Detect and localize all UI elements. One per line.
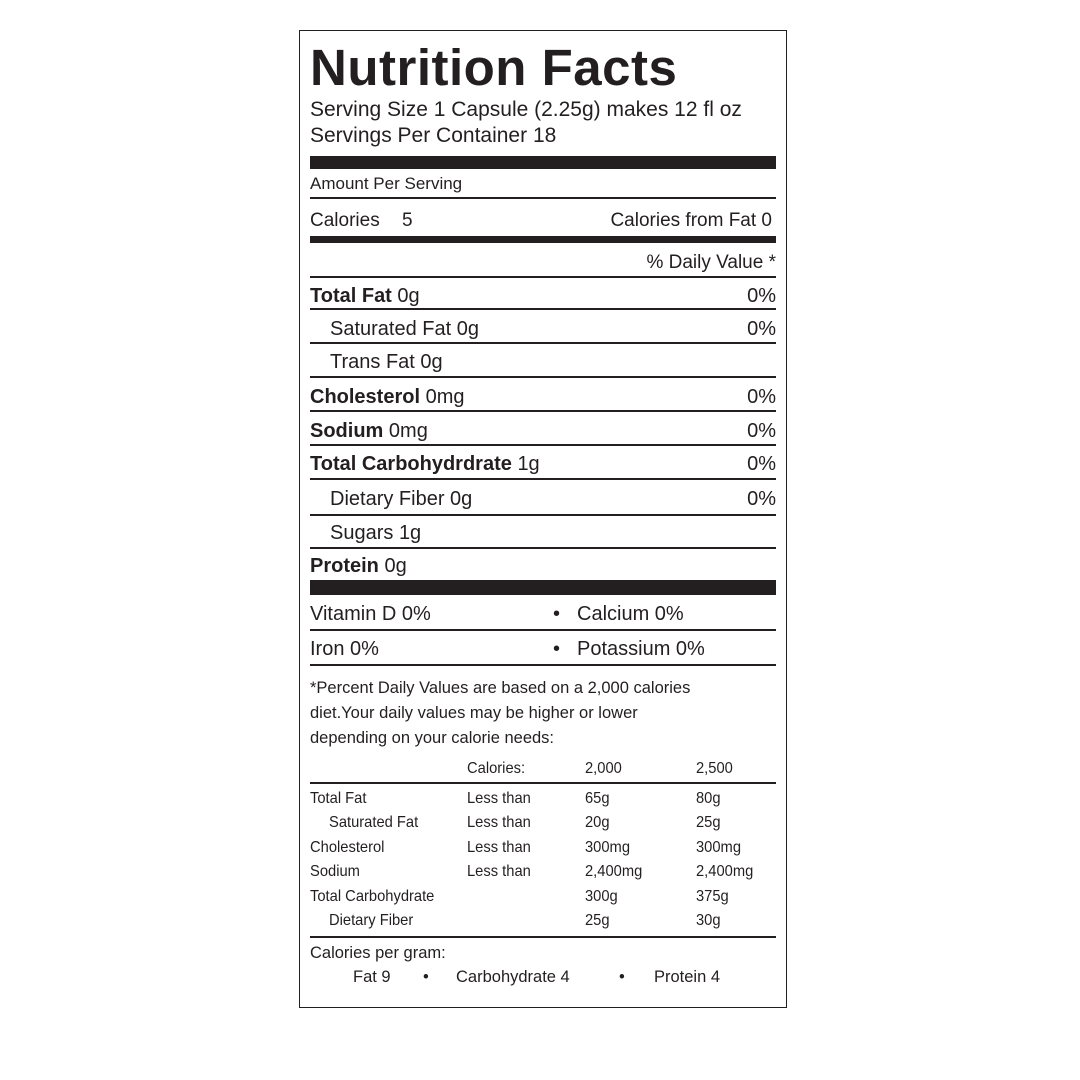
divider <box>310 342 776 344</box>
dv-table-header: 2,000 <box>585 760 622 777</box>
potassium: Potassium 0% <box>577 638 705 660</box>
nutrition-facts-label <box>299 30 787 1008</box>
dv-table-header: Calories: <box>467 760 526 777</box>
calories-per-gram-label: Calories per gram: <box>310 944 446 962</box>
dv-table-cell: 2,400mg <box>585 863 643 880</box>
divider-medium <box>310 236 776 243</box>
nutrient-name: Saturated Fat <box>330 318 452 340</box>
dv-table-header: 2,500 <box>696 760 733 777</box>
dv-table-cell: Less than <box>467 839 531 856</box>
bullet-icon: • <box>619 968 625 986</box>
divider <box>310 444 776 446</box>
daily-value-header: % Daily Value * <box>646 252 776 273</box>
nutrient-row-protein <box>310 556 407 576</box>
dv-table-cell: Total Fat <box>310 790 367 807</box>
dv-table-cell: 30g <box>696 912 721 929</box>
calories-per-gram-fat: Fat 9 <box>353 968 391 986</box>
nutrient-row-total-carbohydrate <box>310 454 540 474</box>
label-title: Nutrition Facts <box>310 39 678 96</box>
dv-table-cell: Dietary Fiber <box>329 912 414 929</box>
nutrient-name: Protein <box>310 555 379 577</box>
nutrient-name: Cholesterol <box>310 386 421 408</box>
divider <box>310 782 776 784</box>
dv-table-cell: 65g <box>585 790 610 807</box>
calories-per-gram-carbohydrate: Carbohydrate 4 <box>456 968 570 986</box>
serving-size: Serving Size 1 Capsule (2.25g) makes 12 fl oz <box>310 98 742 121</box>
amount-per-serving: Amount Per Serving <box>310 174 463 193</box>
dv-table-cell: 300g <box>585 888 618 905</box>
nutrient-dv: 0% <box>747 453 776 475</box>
nutrient-row-dietary-fiber <box>330 489 472 509</box>
nutrient-dv: 0% <box>747 318 776 340</box>
nutrient-amount: 1g <box>517 453 540 475</box>
footnote-line: *Percent Daily Values are based on a 2,000 calories <box>310 679 691 697</box>
nutrient-amount: 0g <box>384 555 407 577</box>
calcium: Calcium 0% <box>577 603 684 625</box>
nutrient-amount: 0mg <box>425 386 465 408</box>
divider <box>310 410 776 412</box>
nutrient-amount: 0g <box>450 488 473 510</box>
calories-value: 5 <box>402 210 413 231</box>
nutrient-dv: 0% <box>747 488 776 510</box>
nutrient-name: Total Carbohydrdrate <box>310 453 512 475</box>
nutrient-amount: 0g <box>420 351 443 373</box>
bullet-icon: • <box>423 968 429 986</box>
nutrient-amount: 0mg <box>388 420 428 442</box>
divider <box>310 276 776 278</box>
calories-label: Calories <box>310 210 380 231</box>
divider <box>310 308 776 310</box>
nutrient-dv: 0% <box>747 386 776 408</box>
divider <box>310 514 776 516</box>
dv-table-cell: Less than <box>467 814 531 831</box>
dv-table-cell: Sodium <box>310 863 360 880</box>
divider <box>310 547 776 549</box>
nutrient-amount: 0g <box>456 318 479 340</box>
nutrient-row-sodium <box>310 421 428 441</box>
divider-thick <box>310 156 776 169</box>
nutrient-name: Dietary Fiber <box>330 488 445 510</box>
servings-per-container: Servings Per Container 18 <box>310 124 557 147</box>
nutrient-name: Sodium <box>310 420 384 442</box>
nutrient-row-cholesterol <box>310 387 465 407</box>
nutrient-row-sugars <box>330 523 421 543</box>
dv-table-cell: Saturated Fat <box>329 814 419 831</box>
dv-table-cell: 80g <box>696 790 721 807</box>
divider <box>310 664 776 666</box>
vitamin-d: Vitamin D 0% <box>310 603 431 625</box>
divider <box>310 197 776 199</box>
nutrient-name: Trans Fat <box>330 351 415 373</box>
nutrient-name: Sugars <box>330 522 394 544</box>
dv-table-cell: 20g <box>585 814 610 831</box>
dv-table-cell: 300mg <box>585 839 631 856</box>
calories-per-gram-protein: Protein 4 <box>654 968 721 986</box>
dv-table-cell: 25g <box>696 814 721 831</box>
dv-table-cell: Cholesterol <box>310 839 385 856</box>
divider <box>310 936 776 938</box>
dv-table-cell: 2,400mg <box>696 863 754 880</box>
nutrient-name: Total Fat <box>310 285 392 307</box>
dv-table-cell: 300mg <box>696 839 742 856</box>
dv-table-cell: Total Carbohydrate <box>310 888 435 905</box>
dv-table-cell: 375g <box>696 888 729 905</box>
footnote-line: depending on your calorie needs: <box>310 729 555 747</box>
nutrient-row-saturated-fat <box>330 319 479 339</box>
bullet-icon: • <box>553 603 561 625</box>
dv-table-cell: Less than <box>467 790 531 807</box>
bullet-icon: • <box>553 638 561 660</box>
iron: Iron 0% <box>310 638 379 660</box>
divider <box>310 478 776 480</box>
nutrient-row-total-fat <box>310 286 420 306</box>
calories-from-fat: Calories from Fat 0 <box>610 210 772 231</box>
divider-thick <box>310 580 776 595</box>
divider <box>310 376 776 378</box>
nutrient-amount: 0g <box>397 285 420 307</box>
dv-table-cell: Less than <box>467 863 531 880</box>
nutrient-row-trans-fat <box>330 352 443 372</box>
divider <box>310 629 776 631</box>
nutrient-amount: 1g <box>398 522 422 544</box>
dv-table-cell: 25g <box>585 912 610 929</box>
footnote-line: diet.Your daily values may be higher or lower <box>310 704 638 722</box>
nutrient-dv: 0% <box>747 285 776 307</box>
nutrient-dv: 0% <box>747 420 776 442</box>
